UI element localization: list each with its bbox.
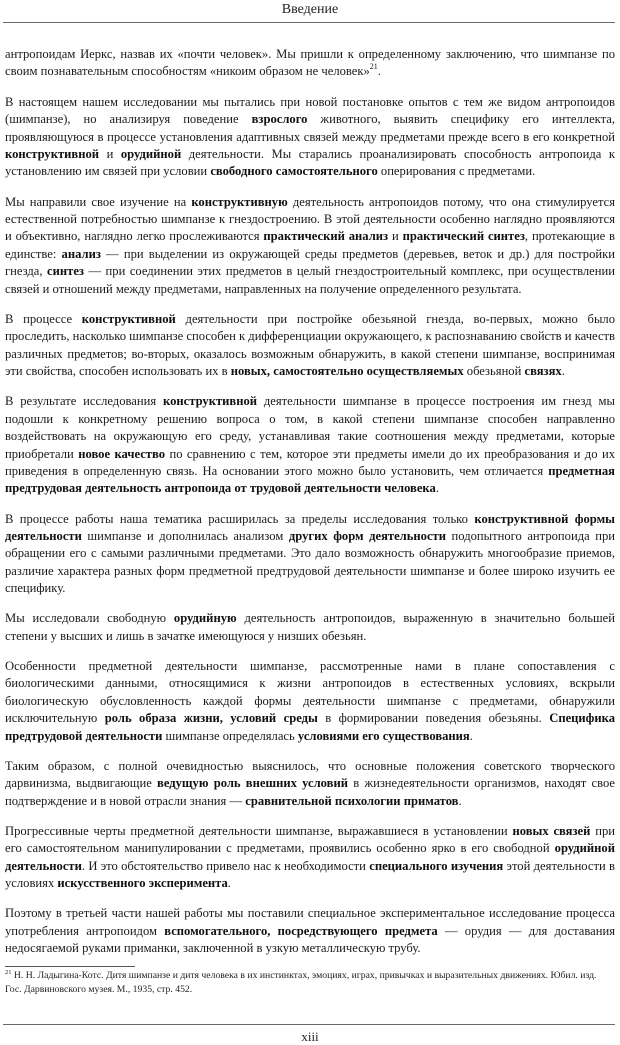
bold-term: предметная предтрудовая деятельность антропоида от трудовой деятельности человека (5, 463, 615, 496)
text-run: и (99, 147, 121, 162)
text-run: деятельности. Мы старались проанализировать способность антропоида к установлению им связей при условии (5, 147, 616, 179)
text-run: деятельности при постройке обезьяной гнезда, во-первых, можно было проследить, насколько шимпанзе способен к дифференциации окружающего, к распознаванию свойств и качеств различных предметов; во-вторых, оказалось возможным обнаружить, в какой степени шимпанзе, воспринимая эти свойства, способен использовать их в (5, 311, 615, 379)
header-divider (3, 22, 615, 23)
bold-term: сравнительной психологии приматов (245, 793, 459, 808)
bold-term: связях (524, 364, 562, 379)
text-run: обезьяной (463, 364, 525, 379)
text-run: антропоидам Иеркс, назвав их «почти человек». Мы пришли к определенному заключению, что шимпанзе по своим познавательным способностям «никоим образом не человек» (5, 47, 615, 79)
text-run: Мы направили свое изучение на (5, 194, 192, 209)
bold-term: Специфика предтрудовой деятельности (5, 711, 616, 743)
bold-term: конструктивную (191, 194, 288, 209)
paragraph-7 (5, 610, 615, 645)
footnote-text: Н. Н. Ладыгина-Котс. Дитя шимпанзе и дитя человека в их инстинктах, эмоциях, играх, привычках и выразительных движениях. Юбил. изд. Гос. Дарвиновского музея. М., 1935, стр. 452. (5, 970, 597, 995)
footnote (5, 969, 615, 997)
paragraph-6 (5, 511, 615, 598)
text-run: животного, выявить специфику его интеллекта, проявляющуюся в процессе установления адаптивных связей между предметами прежде всего в его конкретной (5, 112, 616, 144)
text-run: В процессе работы наша тематика расширилась за пределы исследования только (5, 511, 475, 526)
bold-term: новых, самостоятельно осуществляемых (230, 364, 464, 379)
bold-term: ведущую роль внешних условий (157, 776, 348, 791)
bold-term: анализ (61, 246, 101, 261)
text-run: . (377, 64, 381, 79)
bold-term: конструктивной формы деятельности (5, 511, 615, 543)
footnote-reference[interactable]: 21 (369, 62, 378, 72)
paragraph-2 (5, 94, 615, 181)
text-run: В настоящем нашем исследовании мы пытались при новой постановке опытов с тем же видом антропоидов (шимпанзе), но анализируя поведение (5, 94, 615, 127)
text-run: шимпанзе и дополнилась анализом (81, 528, 289, 543)
text-run: Мы исследовали свободную (5, 611, 174, 626)
text-run: . (435, 481, 439, 496)
footnote-divider (5, 966, 135, 967)
bold-term: орудийной деятельности (5, 841, 615, 873)
text-run: в жизнедеятельности организмов, находят свое подтверждение и в новой отрасли знания — (5, 776, 616, 808)
text-run: . (469, 728, 473, 743)
text-run: при его самостоятельном манипулировании с предметами, проявились особенно ярко в его свободной (5, 823, 615, 856)
bold-term: условиями его существования (297, 728, 470, 743)
text-run: этой деятельности в условиях (5, 858, 616, 891)
bold-term: практический синтез (402, 229, 525, 244)
bold-term: конструктивной (163, 394, 258, 409)
text-run: деятельности шимпанзе в процессе построения им гнезд мы подошли к конкретному решению вопроса о том, в какой степени шимпанзе способен направленно воздействовать на окружающую его среду, устанавливая такие соотношения между предметами, которые приобретали (5, 394, 615, 461)
text-run: . (458, 793, 462, 808)
footnote-marker: 21 (5, 969, 12, 976)
text-run: шимпанзе определялась (162, 728, 298, 743)
bold-term: практический анализ (263, 229, 389, 244)
text-run: и (388, 229, 403, 244)
text-run: . (227, 876, 231, 891)
text-run: . И это обстоятельство привело нас к необходимости (81, 858, 370, 873)
paragraph-11 (5, 905, 615, 957)
text-run: — при выделении из окружающей среды предметов (деревьев, веток и др.) для постройки гнезда, (5, 246, 615, 279)
text-run: . (561, 364, 565, 379)
paragraph-4 (5, 311, 615, 381)
text-run: Прогрессивные черты предметной деятельности шимпанзе, выражавшиеся в установлении (5, 823, 513, 838)
bold-term: искусственного эксперимента (57, 876, 228, 891)
text-run: Особенности предметной деятельности шимпанзе, рассмотренные нами в плане сопоставления с биологическими данными, относящимися к жизни антропоидов в естественных условиях, вскрыли биологическую обусловленность каждой формы деятельности шимпанзе с предметами, обнаружили исключительную (5, 658, 615, 726)
text-run: Таким образом, с полной очевидностью выяснилось, что основные положения советского творческого дарвинизма, выдвигающие (5, 758, 615, 791)
bold-term: синтез (47, 264, 84, 279)
bold-term: конструктивной (81, 311, 176, 326)
footer-divider (3, 1024, 615, 1025)
paragraph-10 (5, 823, 615, 893)
text-run: — при соединении этих предметов в целый гнездостроительный комплекс, при осуществлении связей и отношений между предметами, направленных на получение определенного результата. (5, 264, 615, 296)
bold-term: новое качество (78, 446, 165, 461)
bold-term: новых связей (512, 823, 591, 838)
text-run: подопытного антропоида при обращении его с самыми различными предметами. Это дало возможность обнаружить многообразие приемов, различие характера разных форм предметной предтрудовой деятельности шимпанзе и более широко изучить ее специфику. (5, 528, 616, 596)
text-run: деятельность антропоидов, выраженную в значительно большей степени у высших и лишь в зачатке имеющуюся у низших обезьян. (5, 611, 615, 643)
text-run: В процессе (5, 311, 82, 326)
bold-term: орудийной (120, 147, 182, 162)
text-run: деятельность антропоидов потому, что она стимулируется естественной потребностью шимпанзе к гнездостроению. В этой деятельности особенно наглядно проявляются и объективно, наглядно легко прослеживаются (5, 194, 615, 244)
main-text (5, 46, 615, 970)
text-run: по сравнению с тем, которое эти предметы имели до их преобразования и до их приведения в определенную связь. На основании этого можно было установить, чем отличается (5, 446, 616, 478)
bold-term: конструктивной (5, 147, 100, 162)
paragraph-5 (5, 393, 615, 497)
paragraph-1 (5, 46, 615, 81)
text-run: В результате исследования (5, 394, 163, 409)
text-run: оперирования с предметами. (377, 164, 536, 179)
bold-term: других форм деятельности (288, 528, 446, 543)
paragraph-9 (5, 758, 615, 810)
bold-term: орудийную (173, 611, 237, 626)
text-run: в формировании поведения обезьяны. (317, 711, 550, 726)
bold-term: роль образа жизни, условий среды (104, 711, 318, 726)
page-number: xiii (301, 1029, 319, 1044)
bold-term: вспомогательного, посредствующего предмета (164, 923, 438, 938)
bold-term: специального изучения (369, 858, 504, 873)
running-header-title: Введение (281, 2, 339, 17)
text-run: — орудия — для доставания недосягаемой руками приманки, заключенной в узкую металлическую трубу. (5, 923, 615, 956)
bold-term: свободного самостоятельного (210, 164, 378, 179)
text-run: , протекающие в единстве: (5, 229, 615, 261)
paragraph-3 (5, 194, 615, 298)
paragraph-8 (5, 658, 615, 745)
text-run: Поэтому в третьей части нашей работы мы поставили специальное экспериментальное исследование процесса употребления антропоидом (5, 906, 615, 938)
bold-term: взрослого (251, 112, 308, 127)
